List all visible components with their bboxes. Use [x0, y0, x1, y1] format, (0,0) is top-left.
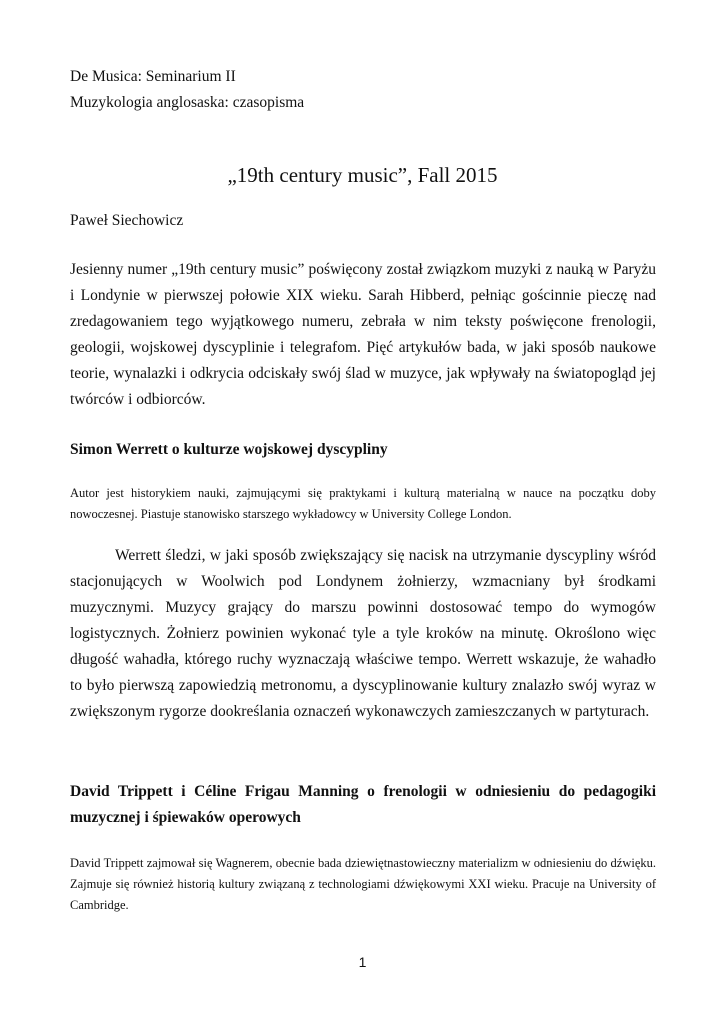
section-heading-trippett: David Trippett i Céline Frigau Manning o frenologii w odniesieniu do pedagogiki muzycznej i śpiewaków operowych [70, 783, 656, 826]
section-body-werrett: Werrett śledzi, w jaki sposób zwiększający się nacisk na utrzymanie dyscypliny wśród stacjonujących w Woolwich pod Londynem żołnierzy, wzmacniany był środkami muzycznymi. Muzycy grający do marszu powinni dostosować tempo do wymogów logistycznych. Żołnierz powinien wykonać tyle a tyle kroków na minutę. Okroślono więc długość wahadła, którego ruchy wyznaczają właściwe tempo. Werrett wskazuje, że wahadło to było pierwszą zapowiedzią metronomu, a dyscyplinowanie kultury znalazło swój wyraz w zwiększonym rygorze dookreślania oznaczeń wykonawczych zamieszczanych w partyturach. [70, 547, 656, 720]
page-number: 1 [358, 954, 367, 970]
section-heading-werrett: Simon Werrett o kulturze wojskowej dyscypliny [70, 441, 388, 458]
course-subtitle: Muzykologia anglosaska: czasopisma [70, 94, 305, 111]
course-name: De Musica: Seminarium II [70, 68, 236, 85]
author-bio-trippett: David Trippett zajmował się Wagnerem, obecnie bada dziewiętnastowieczny materializm w odniesieniu do dźwięku. Zajmuje się również historią kultury związaną z technologiami dźwiękowymi XXI wieku. Pracuje na University of Cambridge. [70, 856, 656, 912]
document-title: „19th century music”, Fall 2015 [227, 163, 498, 187]
intro-paragraph: Jesienny numer „19th century music” poświęcony został związkom muzyki z nauką w Paryżu i Londynie w pierwszej połowie XIX wieku. Sarah Hibberd, pełniąc gościnnie pieczę nad zredagowaniem tego wyjątkowego numeru, zebrała w nim teksty poświęcone frenologii, geologii, wojskowej dyscyplinie i telegrafom. Pięć artykułów bada, w jaki sposób naukowe teorie, wynalazki i odkrycia odciskały swój ślad w muzyce, jak wpływały na światopogląd jej twórców i odbiorców. [70, 261, 656, 408]
author-name: Paweł Siechowicz [70, 212, 184, 229]
author-bio-werrett: Autor jest historykiem nauki, zajmującymi się praktykami i kulturą materialną w nauce na początku doby nowoczesnej. Piastuje stanowisko starszego wykładowcy w University College London. [70, 486, 656, 521]
